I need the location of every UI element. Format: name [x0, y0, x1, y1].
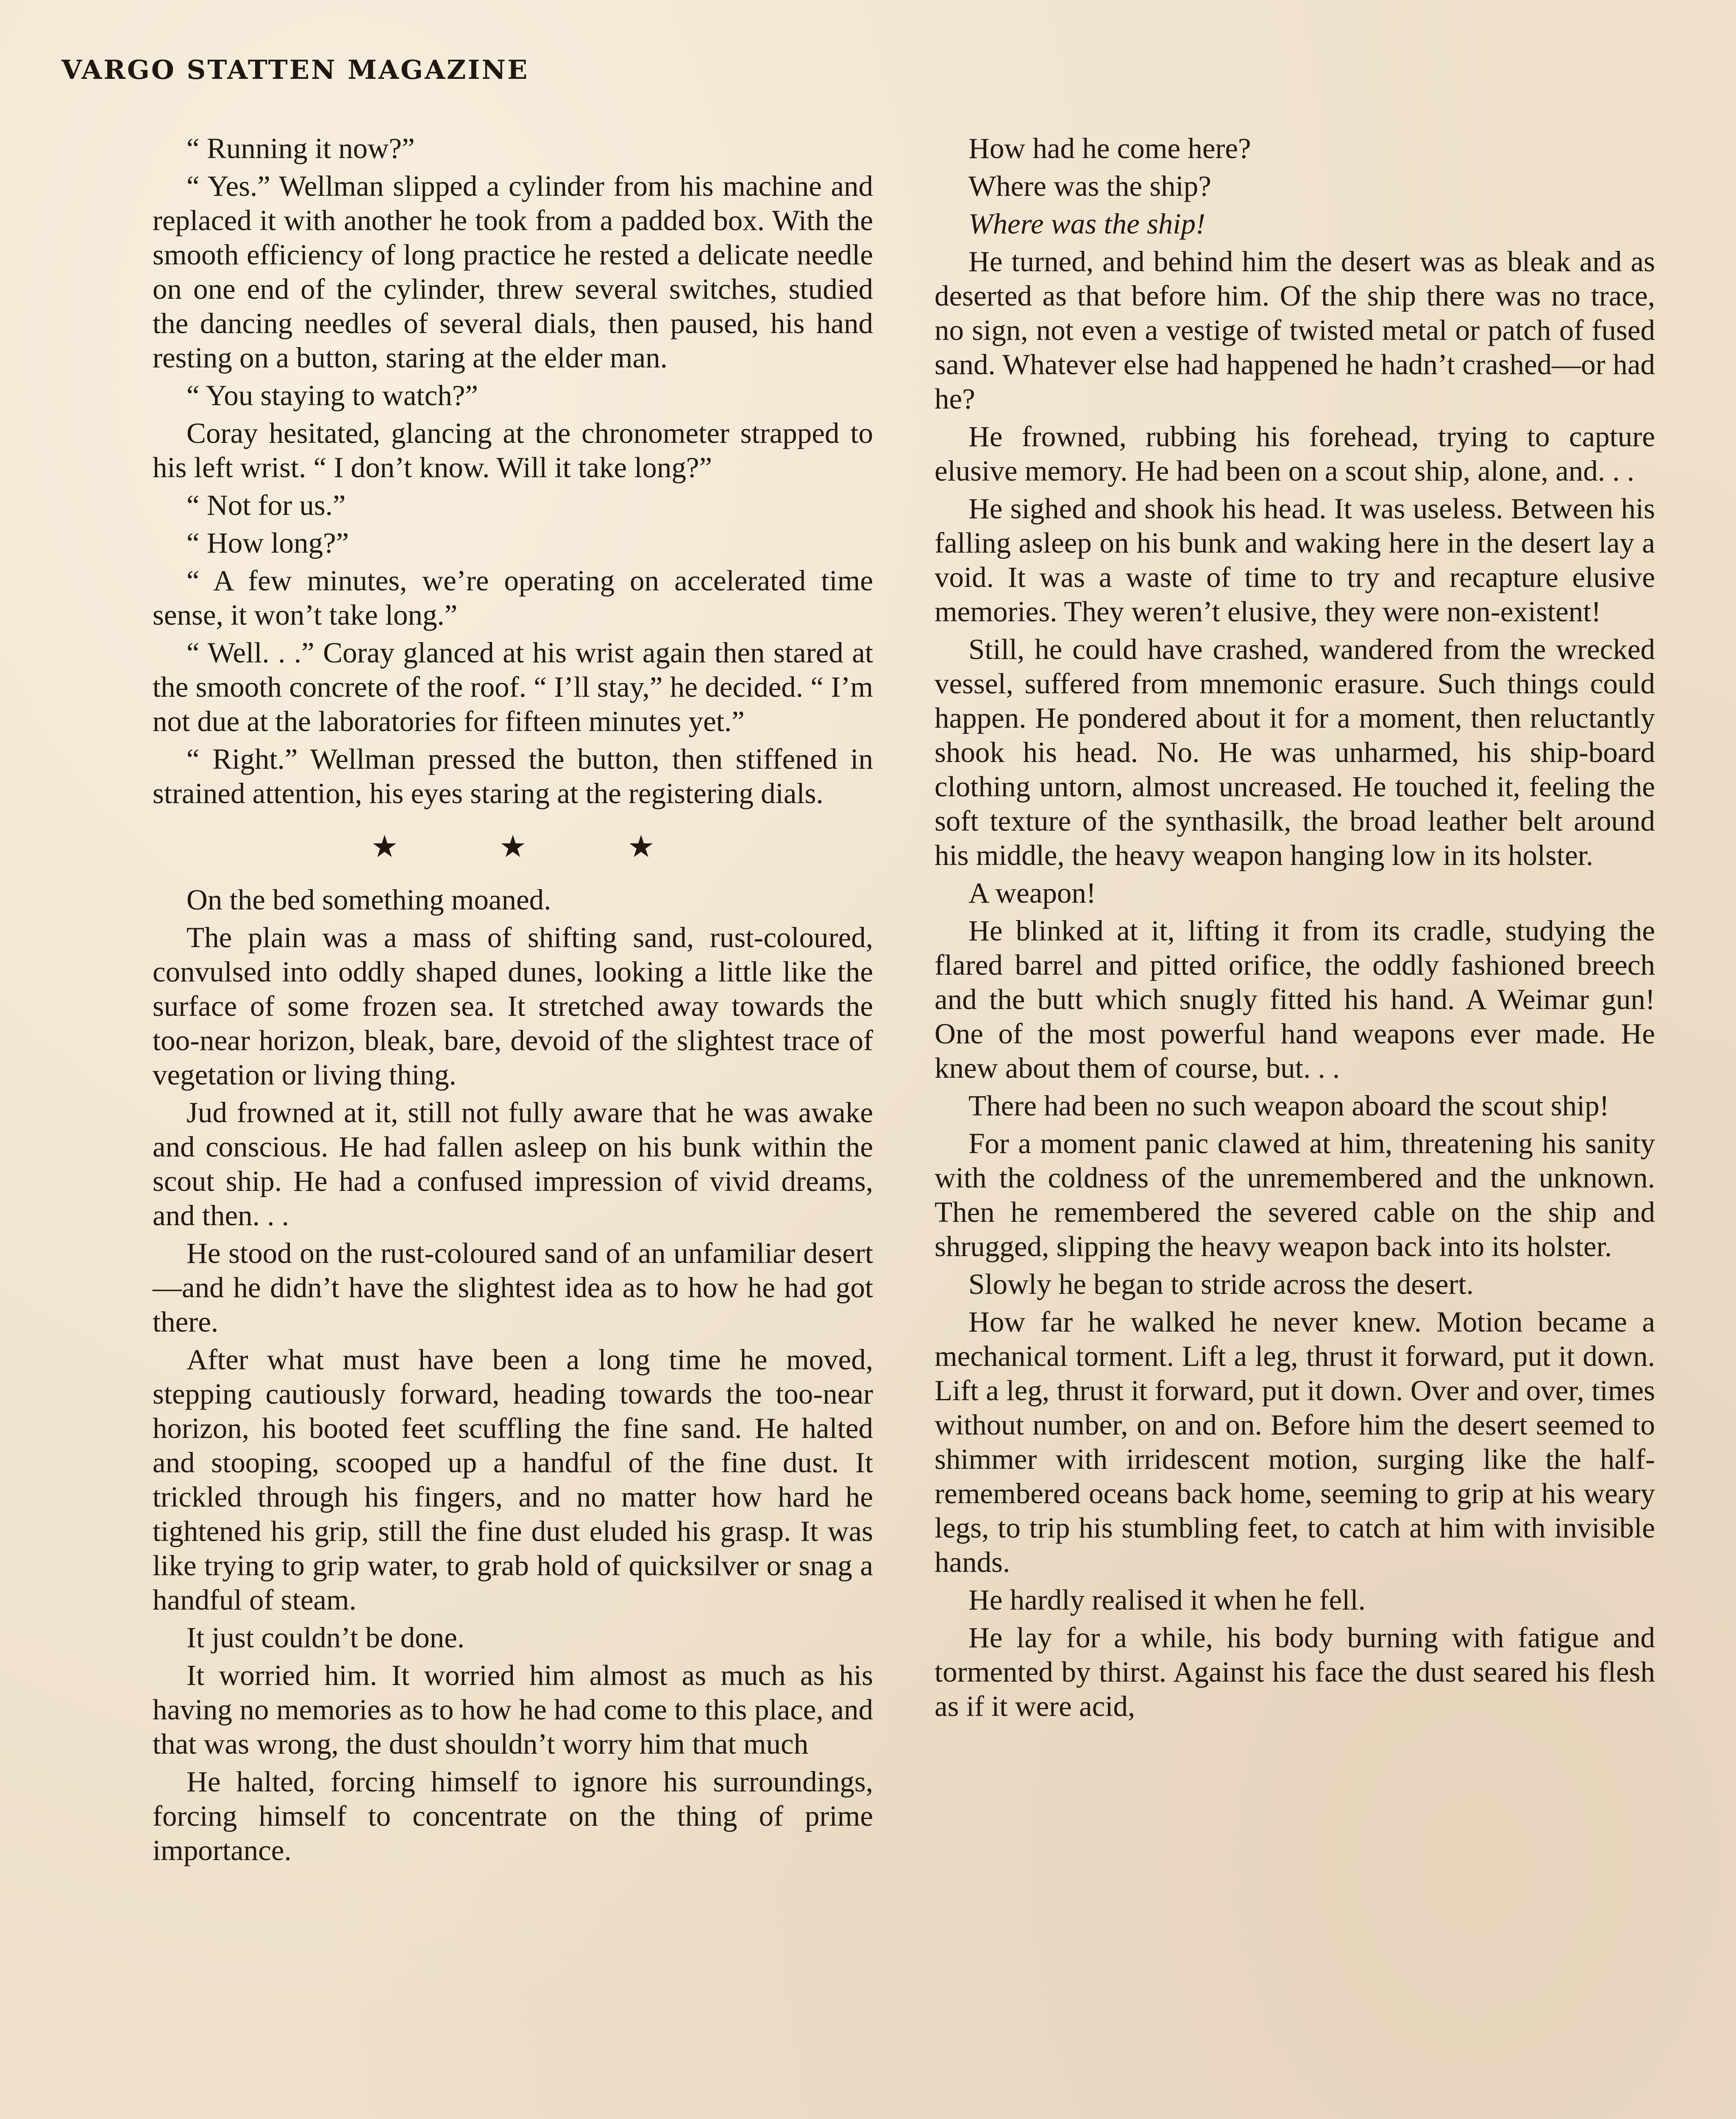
paragraph: Still, he could have crashed, wandered from the wrecked vessel, suffered from mnemonic erasure. Such things could happen. He pondered about it for a moment, then reluctantly shook his head. No. He was unharmed, his ship-board clothing untorn, almost uncreased. He touched it, feeling the soft texture of the synthasilk, the broad leather belt around his middle, the heavy weapon hanging low in its holster. — [935, 633, 1655, 871]
paragraph: Coray hesitated, glancing at the chronometer strapped to his left wrist. “ I don’t know. Will it take long?” — [153, 417, 873, 484]
paragraph: “ Yes.” Wellman slipped a cylinder from his machine and replaced it with another he took from a padded box. With the smooth efficiency of long practice he rested a delicate needle on one end of the cylinder, threw several switches, studied the dancing needles of several dials, then paused, his hand resting on a button, staring at the elder man. — [153, 170, 873, 374]
paragraph: “ Well. . .” Coray glanced at his wrist again then stared at the smooth concrete of the roof. “ I’ll stay,” he decided. “ I’m not due at the laboratories for fifteen minutes yet.” — [153, 637, 873, 737]
paragraph: “ A few minutes, we’re operating on accelerated time sense, it won’t take long.” — [153, 565, 873, 631]
paragraph: It worried him. It worried him almost as much as his having no memories as to how he had come to this place, and that was wrong, the dust shouldn’t worry him that much — [153, 1659, 873, 1760]
paragraph: “ You staying to watch?” — [186, 379, 478, 412]
paragraph: “ Right.” Wellman pressed the button, then stiffened in strained attention, his eyes staring at the registering dials. — [153, 743, 873, 809]
paragraph-italic: Where was the ship! — [968, 208, 1205, 240]
running-header: VARGO STATTEN MAGAZINE — [61, 54, 529, 85]
paragraph: Where was the ship? — [968, 170, 1211, 202]
paragraph: A weapon! — [968, 877, 1096, 909]
paragraph: After what must have been a long time he moved, stepping cautiously forward, heading towards the too-near horizon, his booted feet scuffling the fine sand. He halted and stooping, scooped up a handful of the fine dust. It trickled through his fingers, and no matter how hard he tightened his grip, still the fine dust eluded his grasp. It was like trying to grip water, to grab hold of quicksilver or snag a handful of steam. — [153, 1343, 873, 1616]
left-text-column — [153, 131, 873, 1871]
paragraph: He turned, and behind him the desert was as bleak and as deserted as that before him. Of the ship there was no trace, no sign, not even a vestige of twisted metal or patch of fused sand. Whatever else had happened he hadn’t crashed—or had he? — [935, 245, 1655, 415]
paragraph: The plain was a mass of shifting sand, rust-coloured, convulsed into oddly shaped dunes, looking a little like the surface of some frozen sea. It stretched away towards the too-near horizon, bleak, bare, devoid of the slightest trace of vegetation or living thing. — [153, 921, 873, 1091]
paragraph: He blinked at it, lifting it from its cradle, studying the flared barrel and pitted orifice, the oddly fashioned breech and the butt which snugly fitted his hand. A Weimar gun! One of the most powerful hand weapons ever made. He knew about them of course, but. . . — [935, 915, 1655, 1084]
paragraph: How far he walked he never knew. Motion became a mechanical torment. Lift a leg, thrust it forward, put it down. Lift a leg, thrust it forward, put it down. Over and over, times without number, on and on. Before him the desert seemed to shimmer with irridescent motion, surging like the half-remembered oceans back home, seeming to grip at his weary legs, to trip his stumbling feet, to catch at him with invisible hands. — [935, 1306, 1655, 1578]
paragraph: “ How long?” — [186, 527, 349, 559]
paragraph: He lay for a while, his body burning with fatigue and tormented by thirst. Against his face the dust seared his flesh as if it were acid, — [935, 1621, 1655, 1722]
paragraph: It just couldn’t be done. — [186, 1621, 465, 1654]
paragraph: He halted, forcing himself to ignore his surroundings, forcing himself to concentrate on the thing of prime importance. — [153, 1766, 873, 1866]
paragraph: He frowned, rubbing his forehead, trying to capture elusive memory. He had been on a scout ship, alone, and. . . — [935, 420, 1655, 487]
paragraph: Jud frowned at it, still not fully aware that he was awake and conscious. He had fallen asleep on his bunk within the scout ship. He had a confused impression of vivid dreams, and then. . . — [153, 1096, 873, 1232]
paragraph: “ Not for us.” — [186, 489, 346, 521]
paragraph: He sighed and shook his head. It was useless. Between his falling asleep on his bunk and waking here in the desert lay a void. It was a waste of time to try and recapture elusive memories. They weren’t elusive, they were non-existent! — [935, 492, 1655, 628]
paragraph: “ Running it now?” — [186, 132, 415, 164]
right-text-column — [935, 131, 1655, 1727]
paragraph: How had he come here? — [968, 132, 1251, 164]
section-break-stars: ★ ★ ★ — [371, 830, 701, 864]
paragraph: He stood on the rust-coloured sand of an unfamiliar desert—and he didn’t have the slightest idea as to how he had got there. — [153, 1237, 873, 1338]
paragraph: For a moment panic clawed at him, threatening his sanity with the coldness of the unremembered and the unknown. Then he remembered the severed cable on the ship and shrugged, slipping the heavy weapon back into its holster. — [935, 1127, 1655, 1263]
paragraph: Slowly he began to stride across the desert. — [968, 1268, 1474, 1300]
paragraph: He hardly realised it when he fell. — [968, 1584, 1366, 1616]
paragraph: On the bed something moaned. — [186, 884, 551, 916]
paragraph: There had been no such weapon aboard the scout ship! — [968, 1090, 1609, 1122]
